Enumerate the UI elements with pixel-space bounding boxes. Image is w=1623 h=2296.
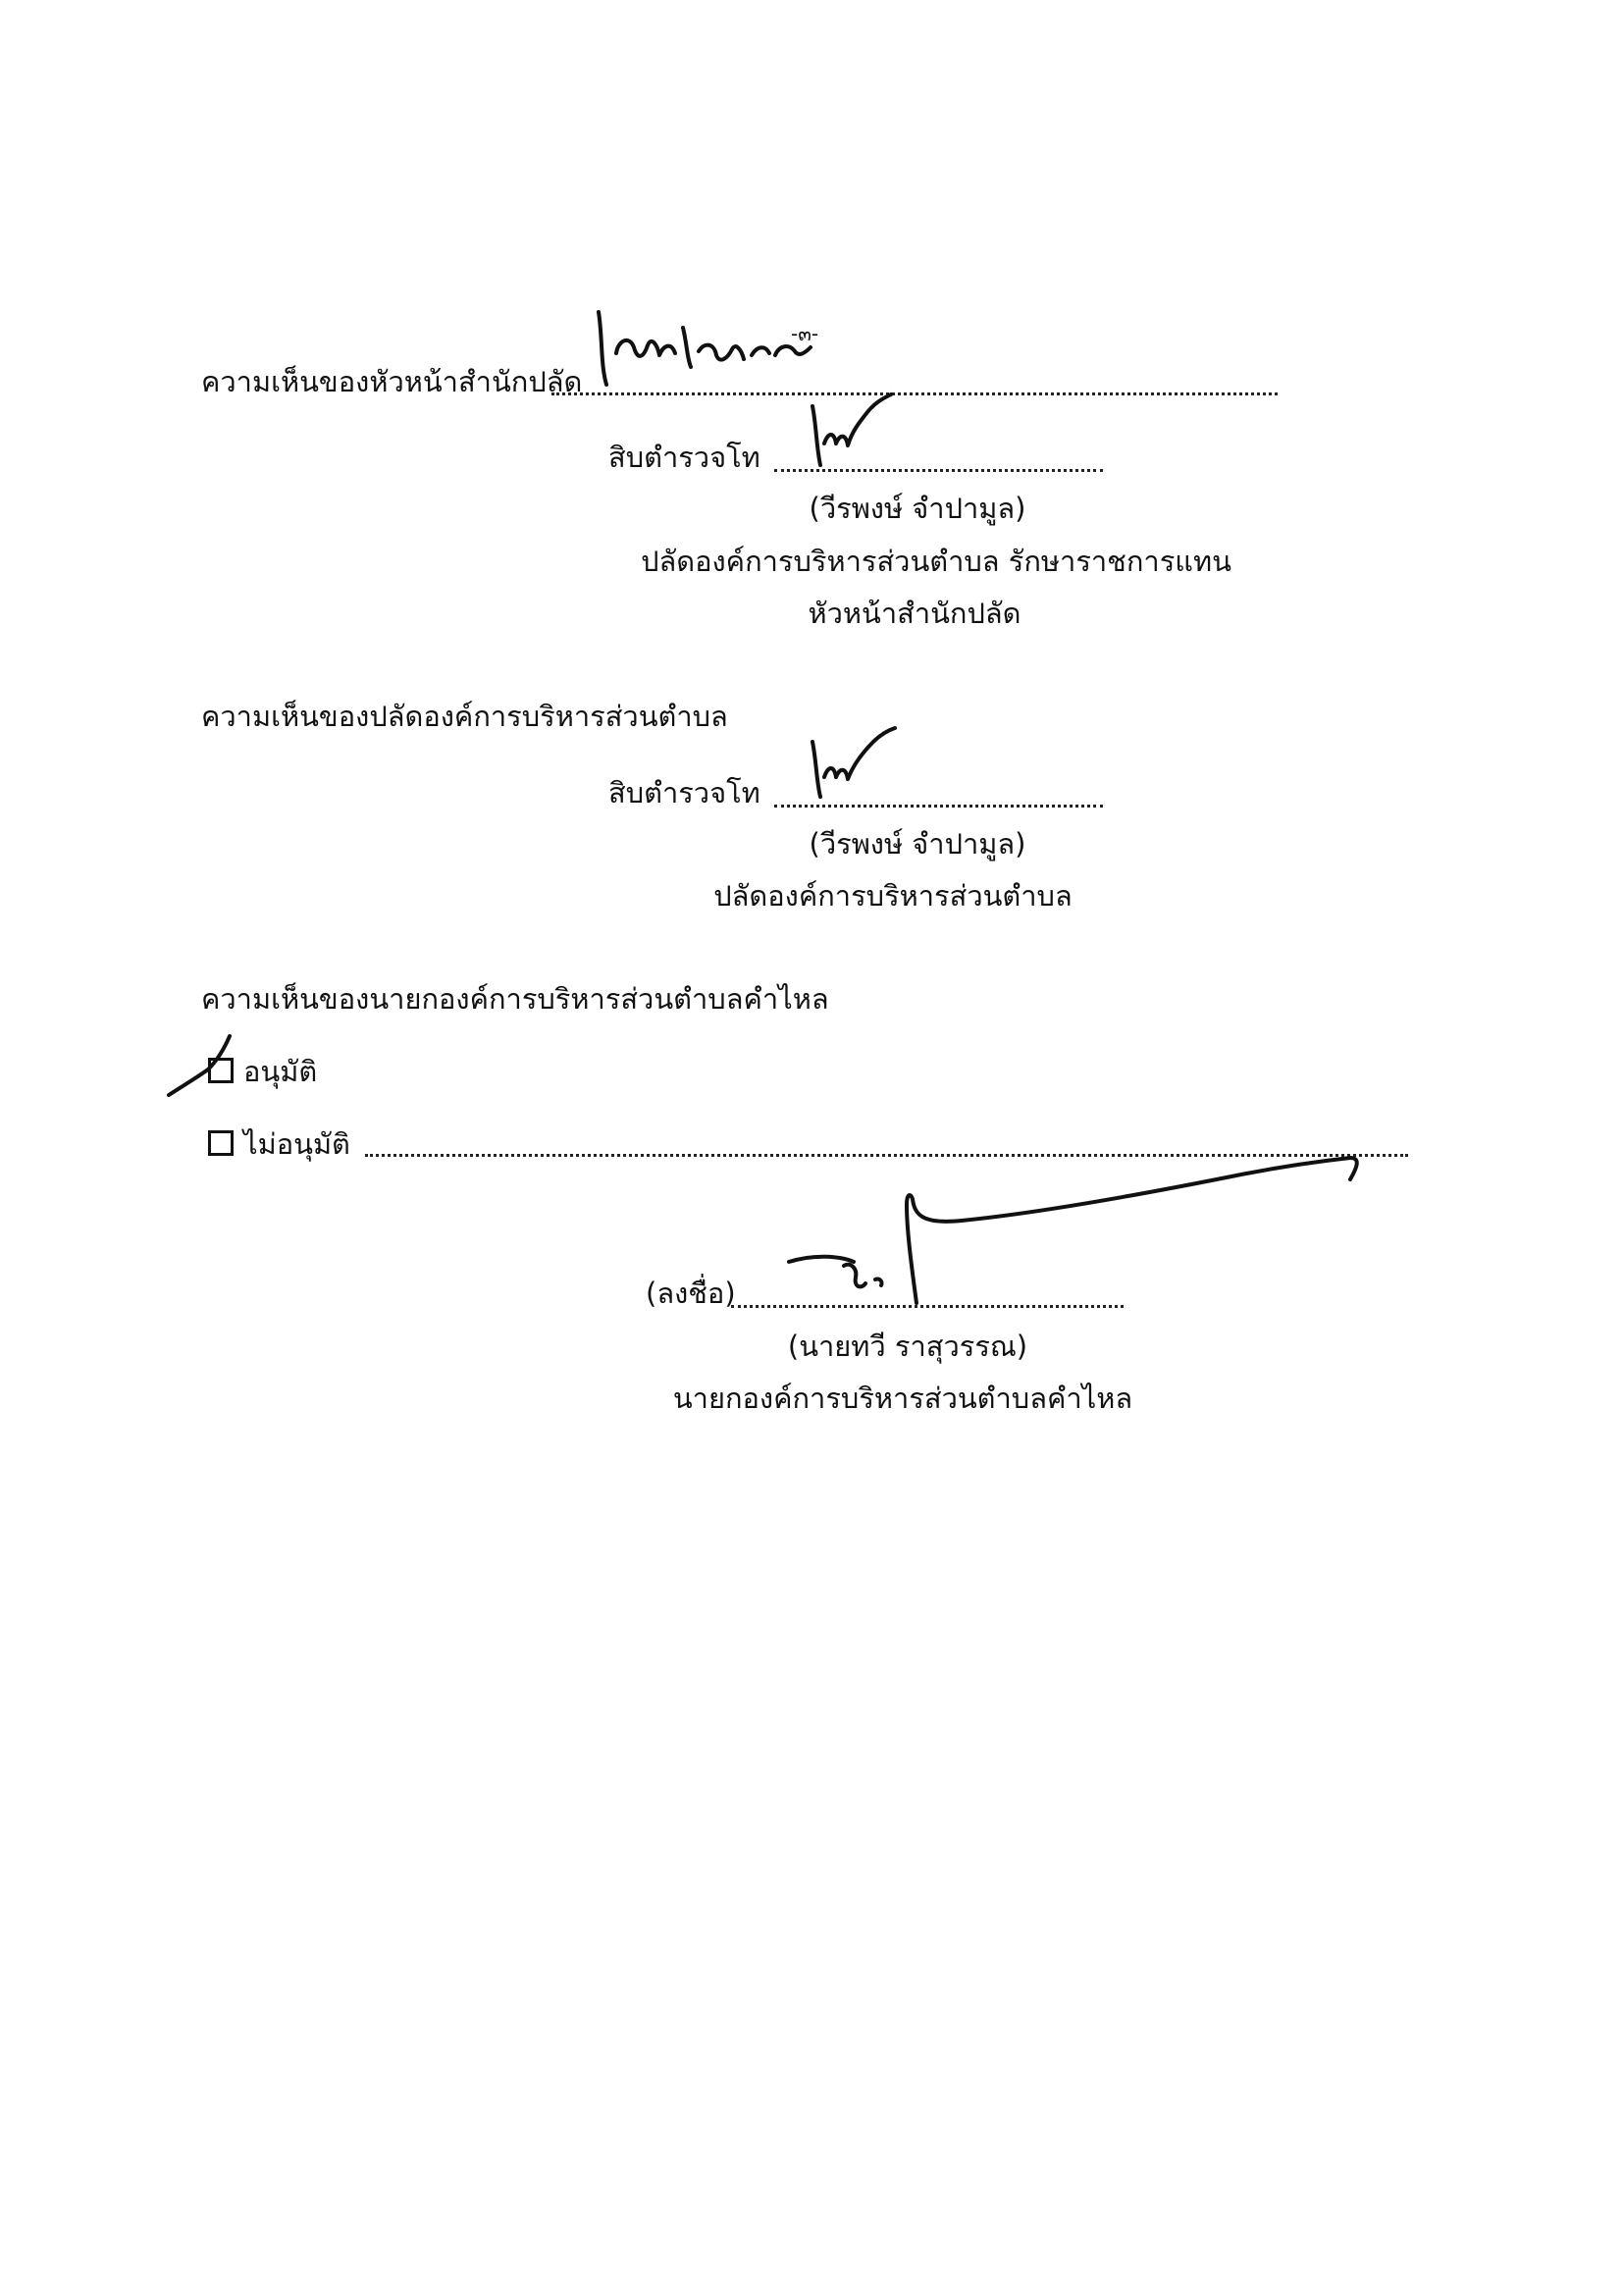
deputy-signer-position: ปลัดองค์การบริหารส่วนตำบล	[713, 879, 1073, 913]
deputy-signer-name: (วีรพงษ์ จำปามูล)	[809, 827, 1026, 861]
mayor-opinion-heading: ความเห็นของนายกองค์การบริหารส่วนตำบลคำไหล	[201, 982, 829, 1016]
page-number: -๓-	[791, 322, 819, 345]
mayor-signature	[785, 1146, 1374, 1323]
head-office-signer-rank: สิบตำรวจโท	[608, 441, 760, 474]
head-office-signer-position-1: ปลัดองค์การบริหารส่วนตำบล รักษาราชการแทน	[641, 545, 1231, 578]
head-office-opinion-handwriting	[589, 306, 824, 394]
head-office-signature	[807, 392, 905, 471]
approve-check-mark	[165, 1032, 243, 1101]
approve-option-label: อนุมัติ	[243, 1055, 318, 1088]
deputy-signature	[807, 726, 905, 805]
deputy-opinion-heading: ความเห็นของปลัดองค์การบริหารส่วนตำบล	[201, 700, 728, 733]
head-office-opinion-heading: ความเห็นของหัวหน้าสำนักปลัด	[201, 365, 583, 398]
head-office-signer-name: (วีรพงษ์ จำปามูล)	[809, 492, 1026, 525]
mayor-signer-position: นายกองค์การบริหารส่วนตำบลคำไหล	[672, 1382, 1133, 1415]
mayor-signature-line	[731, 1305, 1124, 1308]
head-office-signer-position-2: หัวหน้าสำนักปลัด	[808, 597, 1021, 630]
deputy-signer-rank: สิบตำรวจโท	[608, 776, 760, 809]
reject-option-label: ไม่อนุมัติ	[243, 1127, 350, 1161]
mayor-sign-label: (ลงชื่อ)	[646, 1277, 736, 1310]
reject-checkbox[interactable]	[208, 1130, 234, 1156]
mayor-signer-name: (นายทวี ราสุวรรณ)	[787, 1330, 1028, 1363]
deputy-signature-line	[774, 805, 1103, 808]
